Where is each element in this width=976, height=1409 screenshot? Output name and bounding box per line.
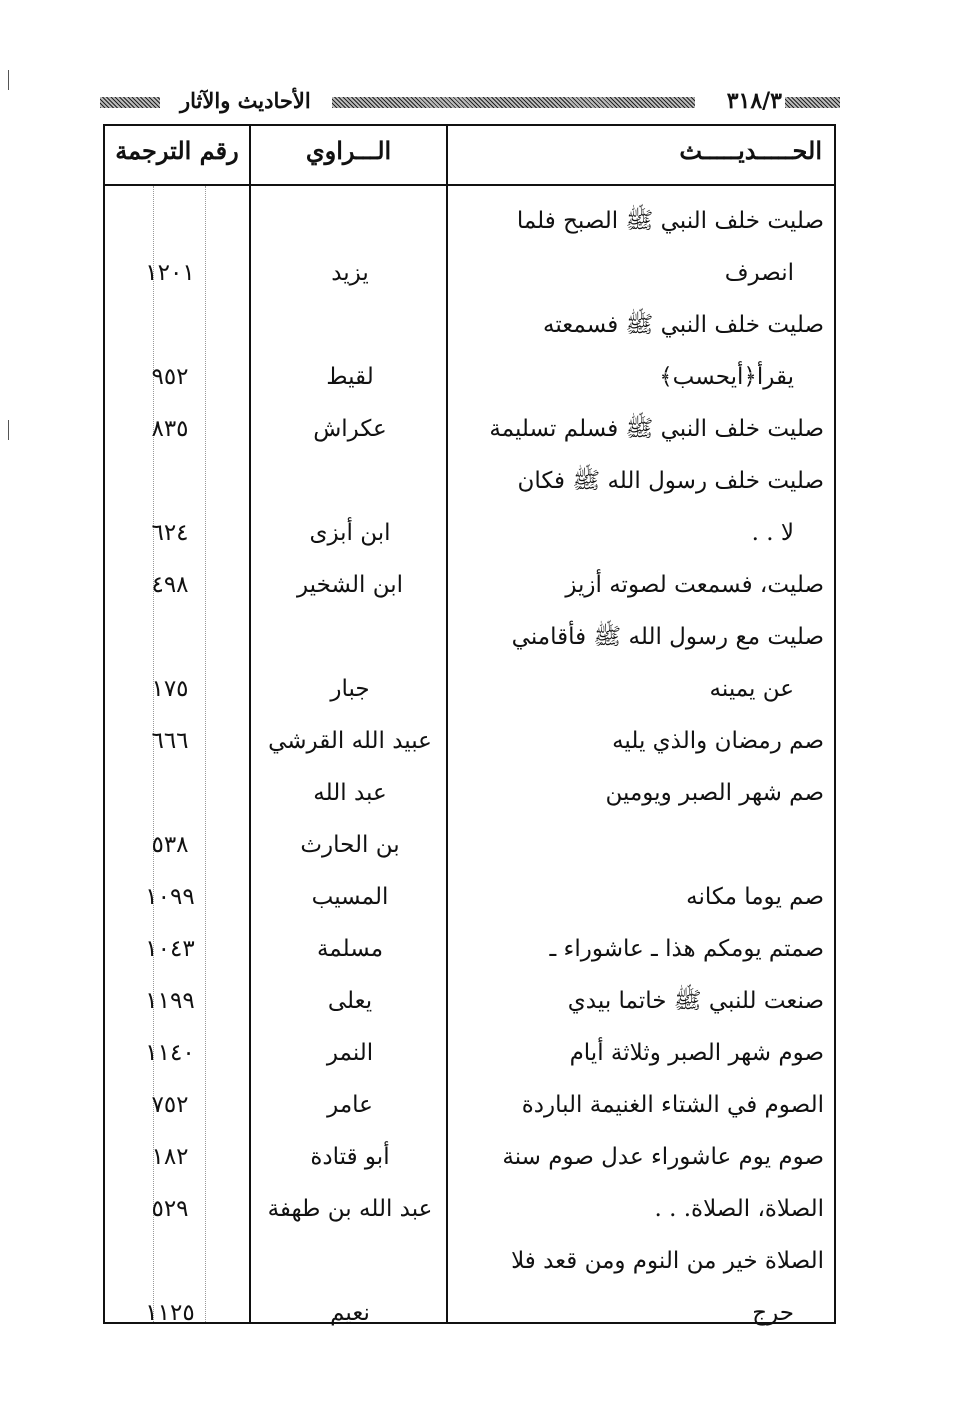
header-ornament-right — [785, 97, 840, 108]
hadith-text: صمتم يومكم هذا ـ عاشوراء ـ — [549, 936, 824, 962]
tarjama-number: ١٨٢ — [151, 1144, 189, 1170]
narrator-name: عبيد الله القرشي — [268, 728, 432, 754]
hadith-text: صوم يوم عاشوراء عدل صوم سنة — [502, 1144, 824, 1170]
narrator-name: النمر — [326, 1040, 374, 1066]
hadith-text: عن يمينه — [709, 676, 794, 702]
narrator-name: لقيط — [326, 364, 374, 390]
header-ornament-left — [100, 97, 160, 108]
tarjama-number: ١٢٠١ — [145, 260, 195, 286]
hadith-text: صليت خلف النبي ﷺ الصبح فلما — [516, 208, 824, 234]
header-ornament-middle — [332, 97, 695, 108]
column-divider — [249, 126, 251, 1322]
column-divider — [446, 126, 448, 1322]
hadith-text: صليت مع رسول الله ﷺ فأقامني — [511, 624, 824, 650]
narrator-name: بن الحارث — [300, 832, 400, 858]
narrator-name: نعيم — [330, 1300, 370, 1326]
hadith-text: صليت خلف النبي ﷺ فسلم تسليمة — [489, 416, 824, 442]
hadith-text: الصلاة خير من النوم ومن قعد فلا — [511, 1248, 824, 1274]
narrator-name: المسيب — [311, 884, 389, 910]
column-header-hadith: الحـــــديـــــث — [679, 136, 822, 165]
hadith-text: صم رمضان والذي يليه — [612, 728, 824, 754]
hadith-text: صوم شهر الصبر وثلاثة أيام — [569, 1040, 824, 1066]
hadith-text: صليت خلف رسول الله ﷺ فكان — [517, 468, 824, 494]
scan-edge-mark — [8, 420, 9, 440]
tarjama-number: ٤٩٨ — [151, 572, 189, 598]
narrator-name: ابن الشخير — [296, 572, 403, 598]
hadith-text: الصوم في الشتاء الغنيمة الباردة — [521, 1092, 824, 1118]
hadith-text: صليت خلف النبي ﷺ فسمعته — [543, 312, 824, 338]
hadith-text: الصلاة، الصلاة. . . — [654, 1196, 824, 1222]
running-header — [100, 88, 840, 116]
tarjama-number: ١١٩٩ — [145, 988, 195, 1014]
narrator-name: مسلمة — [316, 936, 384, 962]
header-divider — [105, 184, 834, 186]
narrator-name: أبو قتادة — [310, 1144, 390, 1170]
tarjama-number: ٦٦٦ — [151, 728, 189, 754]
column-header-tarjama: رقم الترجمة — [115, 136, 239, 165]
tarjama-number: ١١٢٥ — [145, 1300, 195, 1326]
running-title: الأحاديث والآثار — [180, 88, 311, 113]
hadith-index-table — [103, 124, 836, 1324]
scan-edge-mark — [8, 70, 9, 90]
tarjama-number: ٦٢٤ — [151, 520, 189, 546]
hadith-text: لا . . — [751, 520, 794, 546]
hadith-text: صنعت للنبي ﷺ خاتما بيدي — [567, 988, 824, 1014]
hadith-text: صم يوما مكانه — [686, 884, 824, 910]
tarjama-number: ٩٥٢ — [151, 364, 189, 390]
tarjama-number: ١٠٤٣ — [145, 936, 195, 962]
tarjama-number: ٨٣٥ — [151, 416, 189, 442]
page-number: ٣١٨/٣ — [726, 88, 782, 114]
tarjama-number: ١٠٩٩ — [145, 884, 195, 910]
tarjama-number: ١١٤٠ — [145, 1040, 195, 1066]
tarjama-number: ٧٥٢ — [151, 1092, 189, 1118]
hadith-text: يقرأ﴿أيحسب﴾ — [659, 364, 794, 390]
column-header-narrator: الـــراوي — [305, 136, 392, 165]
narrator-name: عبد الله بن طهفة — [267, 1196, 433, 1222]
narrator-name: عامر — [327, 1092, 373, 1118]
hadith-text: صم شهر الصبر ويومين — [605, 780, 824, 806]
hadith-text: انصرف — [724, 260, 794, 286]
narrator-name: يعلى — [327, 988, 373, 1014]
tarjama-number: ٥٣٨ — [151, 832, 189, 858]
narrator-name: عبد الله — [313, 780, 387, 806]
narrator-name: عكراش — [313, 416, 387, 442]
hadith-text: حرج — [752, 1300, 794, 1326]
hadith-text: صليت، فسمعت لصوته أزيز — [565, 572, 824, 598]
narrator-name: ابن أبزى — [309, 520, 391, 546]
tarjama-number: ١٧٥ — [151, 676, 189, 702]
narrator-name: جبار — [330, 676, 370, 702]
tarjama-number: ٥٢٩ — [151, 1196, 189, 1222]
narrator-name: يزيد — [331, 260, 369, 286]
